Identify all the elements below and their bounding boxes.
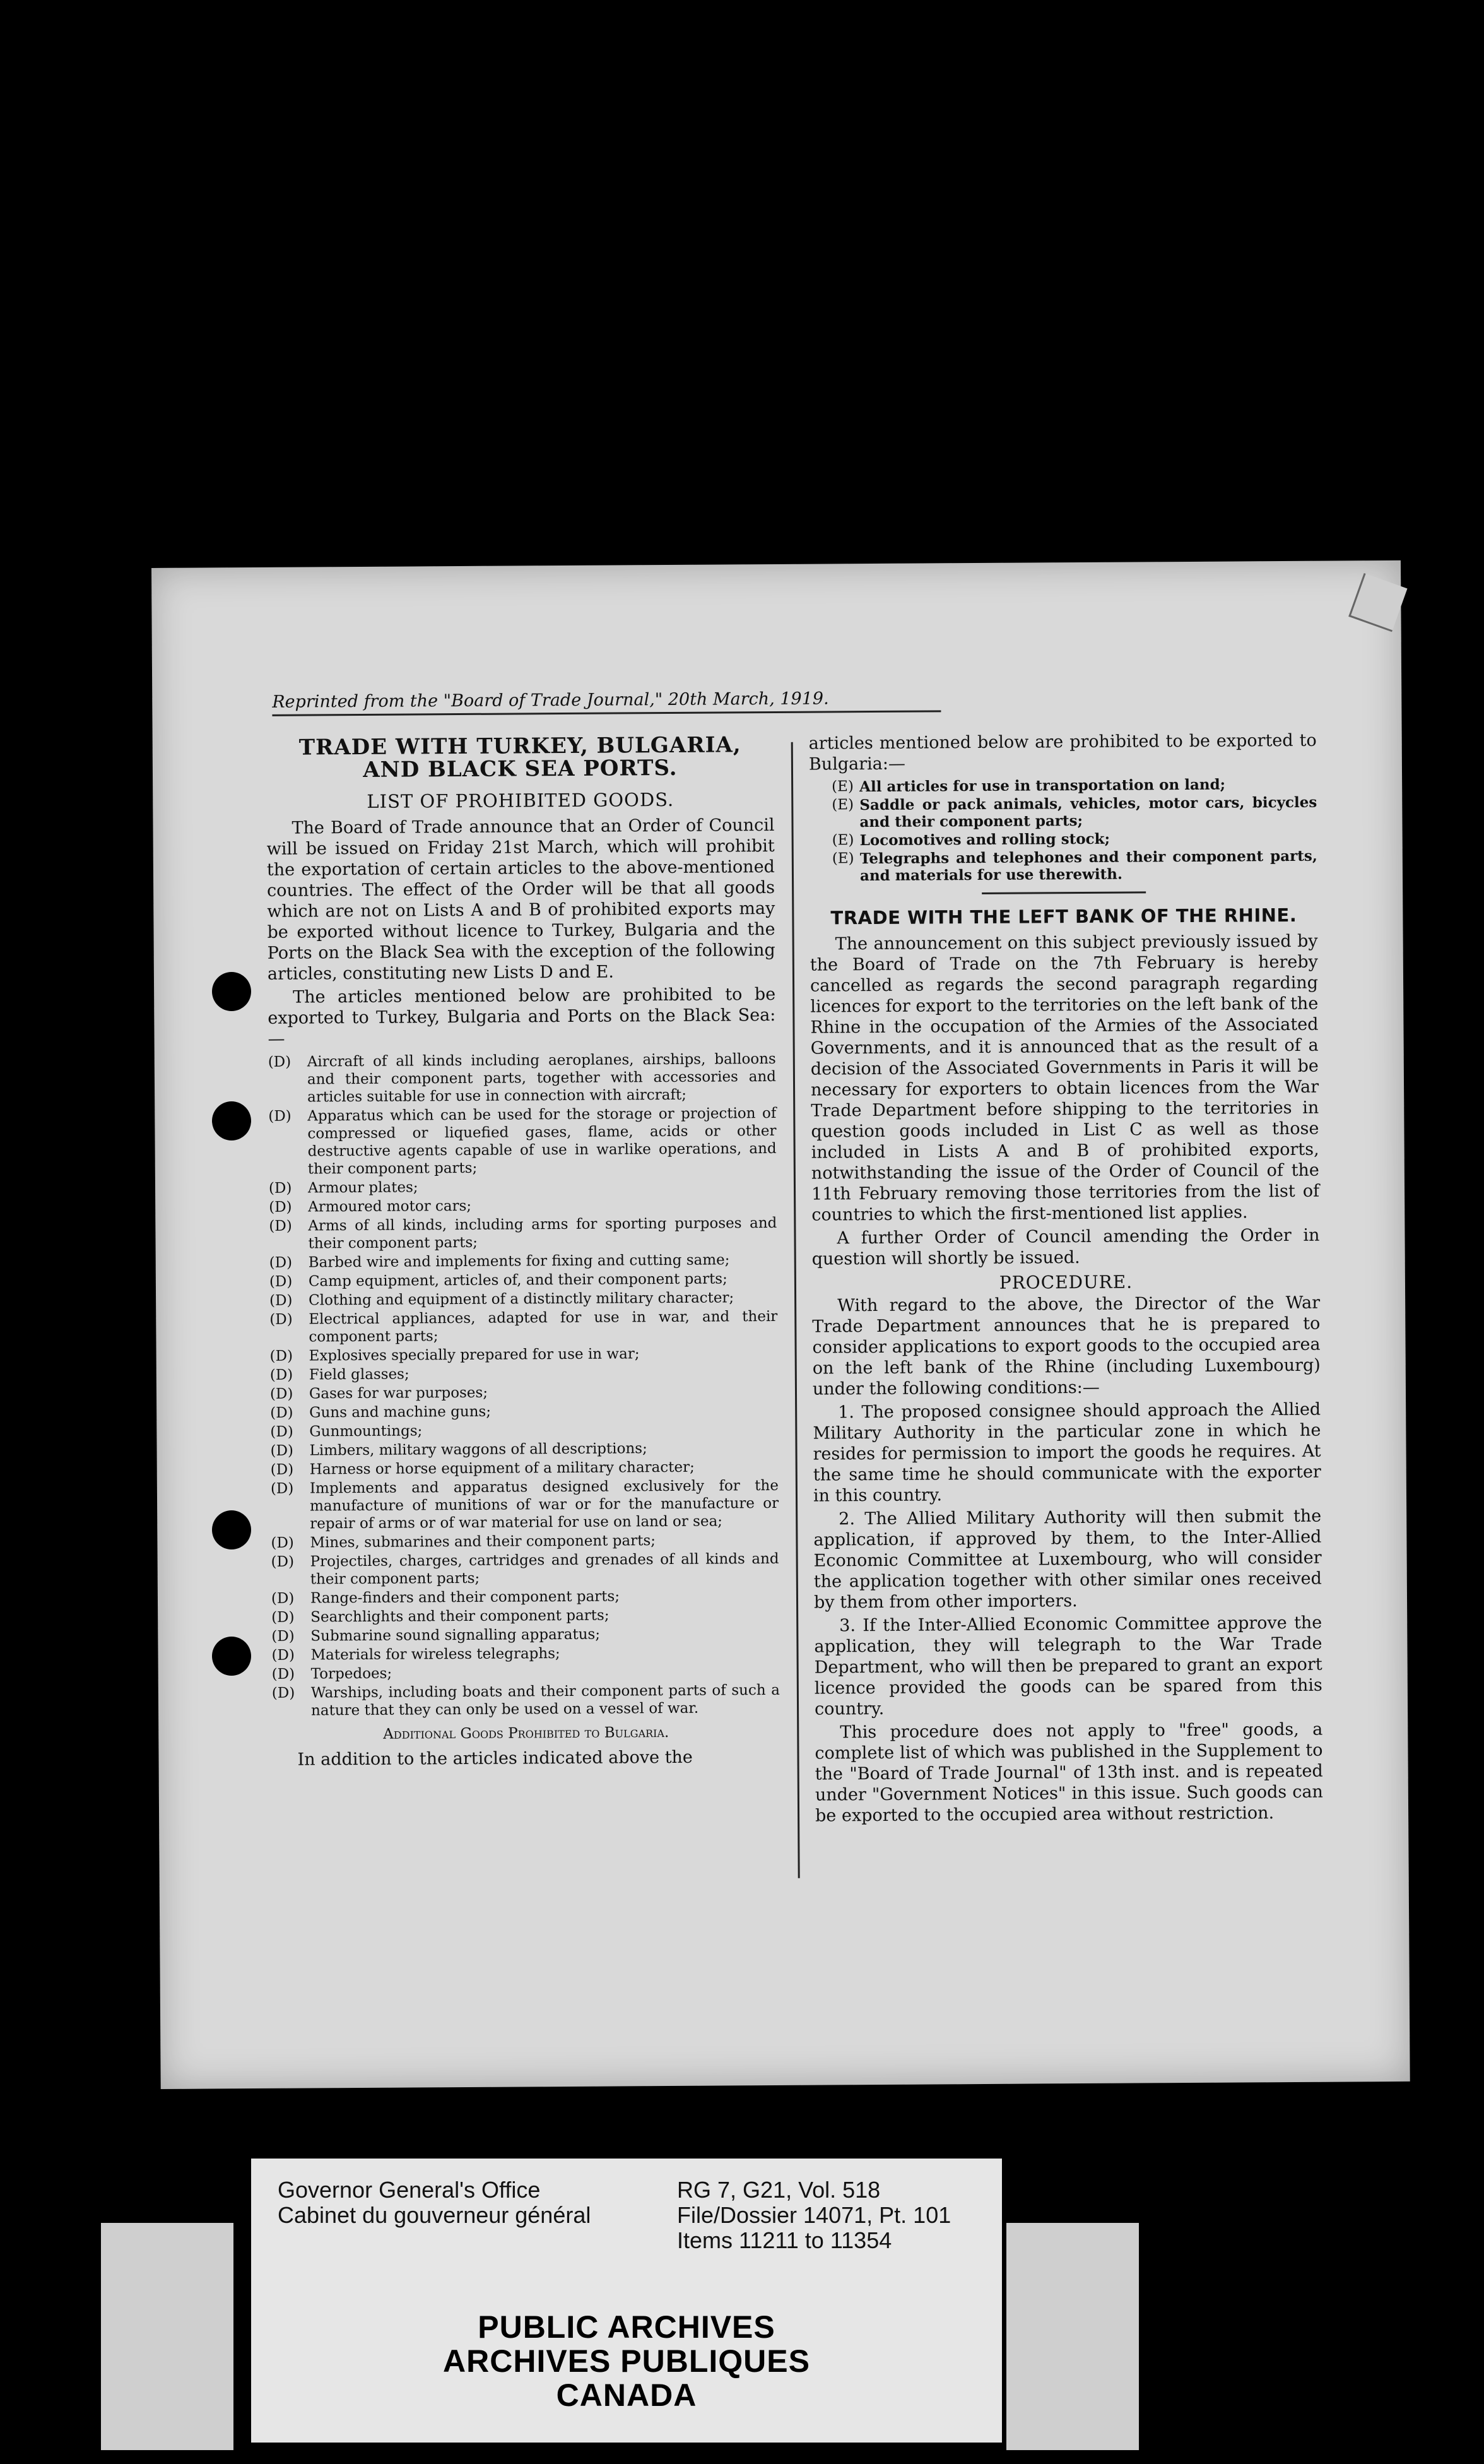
list-item	[271, 1625, 779, 1645]
item-text: Limbers, military waggons of all descriptions;	[309, 1440, 647, 1459]
item-text: Electrical appliances, adapted for use in war, and their component parts;	[309, 1308, 778, 1346]
list-item	[270, 1344, 778, 1365]
item-text: Implements and apparatus designed exclusively for the manufacture of munitions of war or for the manufacture or repair of arms or of war material for use on land or sea;	[309, 1477, 779, 1532]
item-text: Telegraphs and telephones and their component parts, and materials for use therewith.	[859, 847, 1317, 885]
list-item	[271, 1587, 779, 1608]
label-tab-right	[1006, 2223, 1139, 2450]
item-text: All articles for use in transportation on land;	[859, 776, 1226, 796]
article-title	[266, 733, 774, 782]
item-text: Arms of all kinds, including arms for sporting purposes and their component parts;	[308, 1214, 777, 1252]
punch-hole	[212, 1510, 251, 1549]
item-text: Harness or horse equipment of a military character;	[309, 1459, 695, 1478]
title-line-2: AND BLACK SEA PORTS.	[363, 755, 678, 783]
list-item	[271, 1644, 779, 1664]
paragraph: This procedure does not apply to "free" goods, a complete list of which was published in the Supplement to the "Board of Trade Journal" of 13th inst. and is repeated under "Government Notices" in this issue. Such goods can be exported to the occupied area without restriction.	[815, 1719, 1323, 1826]
punch-hole	[212, 972, 251, 1011]
item-code: (D)	[271, 1534, 294, 1551]
list-item	[809, 794, 1317, 831]
item-code: (D)	[270, 1442, 294, 1459]
item-code: (D)	[269, 1292, 293, 1309]
punch-hole	[212, 1101, 251, 1140]
reference-line-3: Items 11211 to 11354	[677, 2227, 892, 2253]
item-code: (D)	[271, 1685, 295, 1702]
item-text: Armour plates;	[307, 1179, 418, 1197]
list-item	[269, 1289, 777, 1310]
list-item	[271, 1531, 779, 1552]
item-text: Aircraft of all kinds including aeroplanes, airships, balloons and their component parts, together with accessories and articles suitable for use in connection with aircraft;	[307, 1050, 777, 1106]
condition-3: 3. If the Inter-Allied Economic Committee approve the application, they will telegraph to the War Trade Department, who will then be prepared to grant an export licence provided the goods can be spared from this country.	[814, 1613, 1322, 1719]
reprint-line: Reprinted from the "Board of Trade Journal," 20th March, 1919.	[272, 688, 941, 716]
reference-line-1: RG 7, G21, Vol. 518	[677, 2177, 881, 2203]
list-item	[809, 776, 1317, 796]
label-tab-left	[101, 2223, 233, 2450]
right-column	[809, 730, 1324, 1829]
prohibited-list-e	[809, 776, 1317, 885]
item-code: (D)	[271, 1628, 295, 1645]
list-item	[269, 1270, 777, 1291]
list-item	[270, 1401, 778, 1422]
reference-line-2: File/Dossier 14071, Pt. 101	[677, 2202, 951, 2228]
list-item	[270, 1439, 778, 1460]
punch-hole	[212, 1637, 251, 1676]
reference-block	[677, 2177, 951, 2253]
item-code: (D)	[270, 1404, 293, 1421]
item-code: (D)	[270, 1423, 293, 1440]
list-item	[271, 1477, 779, 1533]
item-code: (D)	[269, 1348, 293, 1365]
item-code: (D)	[271, 1590, 295, 1607]
item-code: (D)	[268, 1180, 292, 1197]
archives-line-3: CANADA	[556, 2378, 697, 2413]
procedure-heading: PROCEDURE.	[999, 1271, 1133, 1293]
item-code: (D)	[268, 1053, 292, 1070]
left-column	[266, 733, 780, 1773]
item-code: (E)	[832, 778, 854, 795]
additional-heading: Additional Goods Prohibited to Bulgaria.	[383, 1724, 669, 1743]
item-text: Clothing and equipment of a distinctly military character;	[309, 1289, 734, 1309]
item-code: (D)	[269, 1273, 293, 1290]
list-item	[271, 1606, 779, 1626]
item-code: (D)	[270, 1461, 294, 1478]
item-code: (D)	[270, 1480, 294, 1497]
office-french: Cabinet du gouverneur général	[278, 2202, 591, 2228]
condition-2: 2. The Allied Military Authority will then submit the application, if approved by them, to the Inter-Allied Economic Committee at Luxembourg, who will consider the application together with other similar ones received by them from other importers.	[813, 1506, 1322, 1613]
list-item	[268, 1050, 776, 1106]
prohibited-list-d	[268, 1050, 780, 1720]
list-item	[269, 1251, 777, 1272]
list-item	[268, 1105, 777, 1178]
item-text: Guns and machine guns;	[309, 1403, 492, 1421]
item-text: Apparatus which can be used for the storage or projection of compressed or liquefied gases, flame, acids or other destructive agents capable of use in warlike operations, and their component parts;	[307, 1105, 777, 1178]
paragraph: With regard to the above, the Director of the War Trade Department announces that he is prepared to consider applications to export goods to the occupied area on the left bank of the Rhine (including Luxembourg) under the following conditions:—	[812, 1293, 1321, 1399]
paragraph: In addition to the articles indicated above the	[297, 1747, 693, 1770]
list-item	[272, 1662, 780, 1683]
paragraph: The articles mentioned below are prohibited to be exported to Turkey, Bulgaria and Ports on the Black Sea:—	[268, 984, 776, 1049]
paragraph: The Board of Trade announce that an Order of Council will be issued on Friday 21st March, which will prohibit the exportation of certain articles to the above-mentioned countries. The effect of the Order will be that all goods which are not on Lists A and B of prohibited exports may be exported without licence to Turkey, Bulgaria and the Ports on the Black Sea with the exception of the following articles, constituting new Lists D and E.	[266, 815, 775, 984]
item-text: Gases for war purposes;	[309, 1384, 488, 1402]
document-page	[151, 560, 1410, 2089]
item-code: (D)	[269, 1366, 293, 1383]
condition-1: 1. The proposed consignee should approach the Allied Military Authority in the particular zone in which he resides for permission to import the goods he requires. At the same time he should communicate with the exporter in this country.	[813, 1399, 1321, 1506]
list-item	[270, 1363, 778, 1384]
item-text: Warships, including boats and their component parts of such a nature that they can only be used on a vessel of war.	[310, 1681, 780, 1719]
office-english: Governor General's Office	[278, 2177, 541, 2203]
item-text: Field glasses;	[309, 1366, 409, 1383]
item-code: (E)	[832, 850, 854, 867]
list-item	[810, 848, 1317, 885]
list-item	[270, 1420, 778, 1441]
item-text: Camp equipment, articles of, and their component parts;	[308, 1270, 727, 1290]
list-item	[272, 1681, 780, 1720]
item-code: (D)	[269, 1254, 293, 1271]
item-code: (D)	[269, 1217, 292, 1235]
item-code: (D)	[271, 1553, 295, 1570]
item-code: (D)	[271, 1609, 295, 1626]
archives-line-1: PUBLIC ARCHIVES	[478, 2309, 775, 2345]
list-item	[810, 829, 1317, 850]
item-text: Locomotives and rolling stock;	[859, 830, 1110, 850]
paragraph: The announcement on this subject previously issued by the Board of Trade on the 7th February is hereby cancelled as regards the second paragraph regarding licences for export to the territories on the left bank of the Rhine in the occupation of the Armies of the Associated Governments, and it is announced that as the result of a decision of the Associated Governments in Paris it will be necessary for exporters to obtain licences from the War Trade Department before shipping to the territories in question goods included in List C as well as those included in Lists A and B of prohibited exports, notwithstanding the issue of the Order of Council of the 11th February removing those territories from the list of countries to which the first-mentioned list applies.	[810, 931, 1320, 1225]
list-item	[269, 1214, 777, 1253]
title-line-1: TRADE WITH TURKEY, BULGARIA,	[298, 732, 741, 761]
list-item	[270, 1382, 778, 1403]
item-code: (D)	[269, 1199, 292, 1216]
item-code: (E)	[832, 797, 854, 814]
item-code: (D)	[268, 1108, 292, 1125]
item-text: Torpedoes;	[310, 1665, 392, 1683]
section-rule	[982, 891, 1146, 894]
item-text: Gunmountings;	[309, 1423, 423, 1440]
column-divider	[791, 742, 800, 1878]
section-heading: TRADE WITH THE LEFT BANK OF THE RHINE.	[830, 904, 1297, 929]
item-text: Armoured motor cars;	[308, 1197, 472, 1216]
office-name	[278, 2177, 591, 2228]
list-item	[271, 1550, 779, 1589]
paragraph: articles mentioned below are prohibited to be exported to Bulgaria:—	[808, 730, 1317, 774]
item-text: Projectiles, charges, cartridges and grenades of all kinds and their component parts;	[310, 1550, 779, 1588]
folded-corner	[1348, 573, 1407, 632]
item-text: Explosives specially prepared for use in war;	[309, 1346, 640, 1365]
item-text: Materials for wireless telegraphs;	[310, 1645, 560, 1664]
item-text: Mines, submarines and their component parts;	[310, 1532, 656, 1551]
list-subtitle: LIST OF PROHIBITED GOODS.	[367, 788, 674, 812]
archives-stamp	[251, 2310, 1002, 2412]
item-code: (D)	[271, 1647, 295, 1664]
item-code: (E)	[832, 832, 854, 849]
paragraph: A further Order of Council amending the Order in question will shortly be issued.	[811, 1225, 1320, 1269]
list-item	[269, 1176, 777, 1197]
item-text: Range-finders and their component parts;	[310, 1588, 620, 1607]
list-item	[271, 1458, 779, 1479]
item-text: Barbed wire and implements for fixing and cutting same;	[308, 1252, 730, 1271]
item-text: Saddle or pack animals, vehicles, motor cars, bicycles and their component parts;	[859, 793, 1317, 831]
item-code: (D)	[271, 1666, 295, 1683]
archives-line-2: ARCHIVES PUBLIQUES	[443, 2343, 810, 2379]
archive-label	[251, 2159, 1002, 2443]
item-code: (D)	[269, 1385, 293, 1402]
item-text: Submarine sound signalling apparatus;	[310, 1626, 601, 1645]
item-text: Searchlights and their component parts;	[310, 1607, 610, 1626]
item-code: (D)	[269, 1311, 293, 1328]
list-item	[269, 1308, 777, 1346]
list-item	[269, 1195, 777, 1216]
